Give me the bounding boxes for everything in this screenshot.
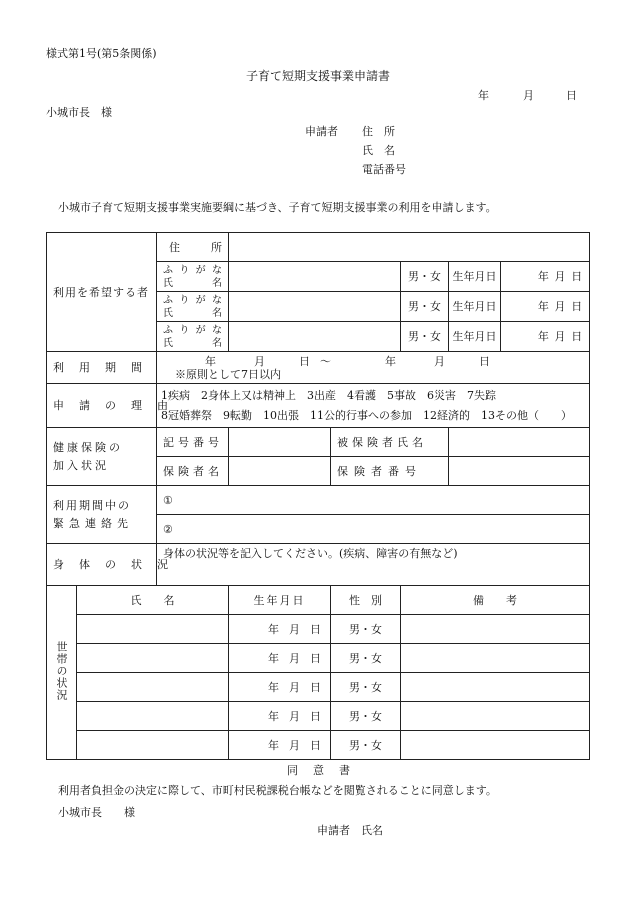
- insurer-number-label: 保険者番号: [331, 457, 449, 486]
- household-row: [47, 702, 590, 731]
- date-year: 年: [478, 89, 489, 102]
- household-col-gender: 性 別: [331, 586, 401, 615]
- household-remarks-field[interactable]: [401, 731, 590, 760]
- consent-title: 同 意 書: [287, 764, 352, 777]
- household-row: [47, 615, 590, 644]
- household-col-name: 氏 名: [77, 586, 229, 615]
- household-row: [47, 644, 590, 673]
- consent-addressee: 小城市長 様: [58, 806, 135, 819]
- household-birth-field[interactable]: 年 月 日: [229, 673, 331, 702]
- applicant-phone-label: 電話番号: [362, 163, 406, 176]
- body-condition-label: 身 体 の 状 況: [47, 544, 157, 586]
- user-name-field[interactable]: [229, 322, 401, 352]
- emergency-label: 利用期間中の 緊急連絡先: [47, 486, 157, 544]
- household-name-field[interactable]: [77, 702, 229, 731]
- date-line: [478, 89, 577, 103]
- household-gender[interactable]: 男・女: [331, 731, 401, 760]
- household-row: [47, 673, 590, 702]
- symbol-number-label: 記号番号: [157, 428, 229, 457]
- household-birth-field[interactable]: 年 月 日: [229, 702, 331, 731]
- household-gender[interactable]: 男・女: [331, 644, 401, 673]
- reason-label: 申 請 の 理 由: [47, 384, 157, 428]
- user-gender[interactable]: 男・女: [401, 292, 449, 322]
- user-name-field[interactable]: [229, 292, 401, 322]
- household-col-remarks: 備 考: [401, 586, 590, 615]
- user-birth-date[interactable]: 年 月 日: [501, 322, 590, 352]
- emergency-contact-1[interactable]: ①: [157, 486, 590, 515]
- user-birth-date[interactable]: 年 月 日: [501, 292, 590, 322]
- user-gender[interactable]: 男・女: [401, 322, 449, 352]
- user-name-label: ふ り が な 氏 名: [157, 262, 229, 292]
- household-row: [47, 731, 590, 760]
- household-name-field[interactable]: [77, 615, 229, 644]
- household-birth-field[interactable]: 年 月 日: [229, 644, 331, 673]
- intro-text: 小城市子育て短期支援事業実施要綱に基づき、子育て短期支援事業の利用を申請します。: [58, 201, 497, 214]
- insurer-name-label: 保険者名: [157, 457, 229, 486]
- form-number: 様式第1号(第5条関係): [46, 47, 157, 60]
- reason-options[interactable]: [157, 384, 590, 428]
- period-field[interactable]: 年 月 日 ～ 年 月 日 ※原則として7日以内: [157, 352, 590, 384]
- user-gender[interactable]: 男・女: [401, 262, 449, 292]
- household-name-field[interactable]: [77, 731, 229, 760]
- application-form-table: [46, 232, 590, 760]
- period-note: ※原則として7日以内: [175, 367, 281, 381]
- user-birth-label: 生年月日: [449, 262, 501, 292]
- household-gender[interactable]: 男・女: [331, 615, 401, 644]
- household-birth-field[interactable]: 年 月 日: [229, 615, 331, 644]
- insured-name-field[interactable]: [449, 428, 590, 457]
- insurer-name-field[interactable]: [229, 457, 331, 486]
- date-day: 日: [566, 89, 577, 102]
- household-remarks-field[interactable]: [401, 644, 590, 673]
- user-address-label: 住 所: [157, 233, 229, 262]
- household-gender[interactable]: 男・女: [331, 702, 401, 731]
- emergency-contact-2[interactable]: ②: [157, 515, 590, 544]
- consent-signature: 申請者 氏名: [317, 824, 383, 837]
- insurance-label: 健康保険の 加入状況: [47, 428, 157, 486]
- user-birth-label: 生年月日: [449, 292, 501, 322]
- household-remarks-field[interactable]: [401, 702, 590, 731]
- insured-name-label: 被保険者氏名: [331, 428, 449, 457]
- page-title: 子育て短期支援事業申請書: [246, 69, 391, 83]
- household-col-birth: 生年月日: [229, 586, 331, 615]
- applicant-label: 申請者: [305, 125, 338, 138]
- user-name-field[interactable]: [229, 262, 401, 292]
- reason-line-1: 1疾病 2身体上又は精神上 3出産 4看護 5事故 6災害 7失踪: [161, 388, 496, 402]
- applicant-name-label: 氏 名: [362, 144, 395, 157]
- household-name-field[interactable]: [77, 673, 229, 702]
- addressee: 小城市長 様: [46, 106, 112, 119]
- user-address-field[interactable]: [229, 233, 590, 262]
- users-label: 利用を希望する者: [47, 233, 157, 352]
- period-label: 利 用 期 間: [47, 352, 157, 384]
- household-gender[interactable]: 男・女: [331, 673, 401, 702]
- user-birth-date[interactable]: 年 月 日: [501, 262, 590, 292]
- household-remarks-field[interactable]: [401, 615, 590, 644]
- user-birth-label: 生年月日: [449, 322, 501, 352]
- household-name-field[interactable]: [77, 644, 229, 673]
- reason-line-2: 8冠婚葬祭 9転勤 10出張 11公的行事への参加 12経済的 13その他（ ）: [161, 408, 572, 422]
- consent-text: 利用者負担金の決定に際して、市町村民税課税台帳などを閲覧されることに同意します。: [58, 784, 497, 797]
- user-name-label: ふ り が な 氏 名: [157, 292, 229, 322]
- insurer-number-field[interactable]: [449, 457, 590, 486]
- body-condition-field[interactable]: 身体の状況等を記入してください。(疾病、障害の有無など): [157, 544, 590, 586]
- applicant-address-label: 住 所: [362, 125, 395, 138]
- symbol-number-field[interactable]: [229, 428, 331, 457]
- household-birth-field[interactable]: 年 月 日: [229, 731, 331, 760]
- date-month: 月: [523, 89, 534, 102]
- user-name-label: ふ り が な 氏 名: [157, 322, 229, 352]
- household-remarks-field[interactable]: [401, 673, 590, 702]
- household-label: 世帯の状況: [47, 586, 77, 760]
